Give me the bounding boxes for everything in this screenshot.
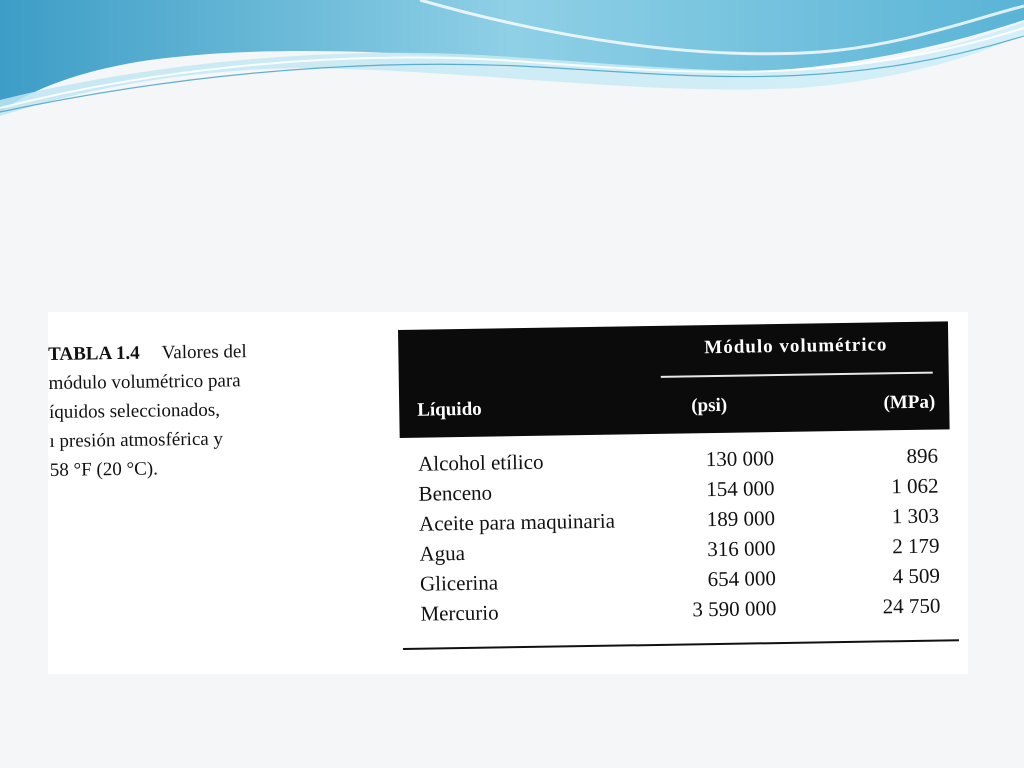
cell-psi: 154 000 — [706, 476, 775, 502]
caption-text: Valores del — [161, 341, 247, 364]
column-header-psi: (psi) — [691, 394, 728, 417]
caption-line-4: ı presión atmosférica y — [49, 428, 224, 452]
cell-liquid: Agua — [419, 540, 466, 566]
cell-liquid: Alcohol etílico — [417, 449, 544, 476]
table-bottom-rule — [403, 639, 959, 650]
cell-psi: 130 000 — [705, 446, 775, 472]
column-header-liquid: Líquido — [417, 398, 482, 421]
cell-mpa: 24 750 — [882, 593, 941, 619]
cell-psi: 316 000 — [707, 536, 776, 562]
caption-line-2: módulo volumétrico para — [48, 370, 241, 394]
cell-liquid: Aceite para maquinaria — [418, 508, 616, 536]
table-body — [400, 443, 953, 632]
caption-line-5: 58 °F (20 °C). — [49, 458, 159, 481]
cell-liquid: Mercurio — [420, 600, 499, 626]
cell-mpa: 1 062 — [891, 473, 939, 499]
cell-liquid: Benceno — [418, 480, 493, 506]
table-caption — [48, 336, 330, 485]
group-header-rule — [661, 372, 933, 378]
cell-liquid: Glicerina — [419, 570, 499, 596]
cell-psi: 189 000 — [706, 506, 776, 532]
cell-psi: 3 590 000 — [692, 596, 777, 622]
caption-line-1 — [48, 336, 328, 369]
cell-mpa: 896 — [906, 443, 939, 469]
group-header-label: Módulo volumétrico — [704, 334, 888, 359]
cell-psi: 654 000 — [707, 566, 777, 592]
column-header-mpa: (MPa) — [883, 391, 936, 414]
cell-mpa: 1 303 — [891, 503, 940, 529]
table-number: TABLA 1.4 — [48, 342, 140, 365]
caption-line-3: íquidos seleccionados, — [48, 399, 221, 423]
table-header — [398, 321, 950, 438]
scanned-table-image — [48, 312, 968, 674]
cell-mpa: 4 509 — [892, 563, 941, 589]
cell-mpa: 2 179 — [892, 533, 940, 559]
wave-header-decoration — [0, 0, 1024, 130]
bulk-modulus-table — [398, 321, 953, 660]
